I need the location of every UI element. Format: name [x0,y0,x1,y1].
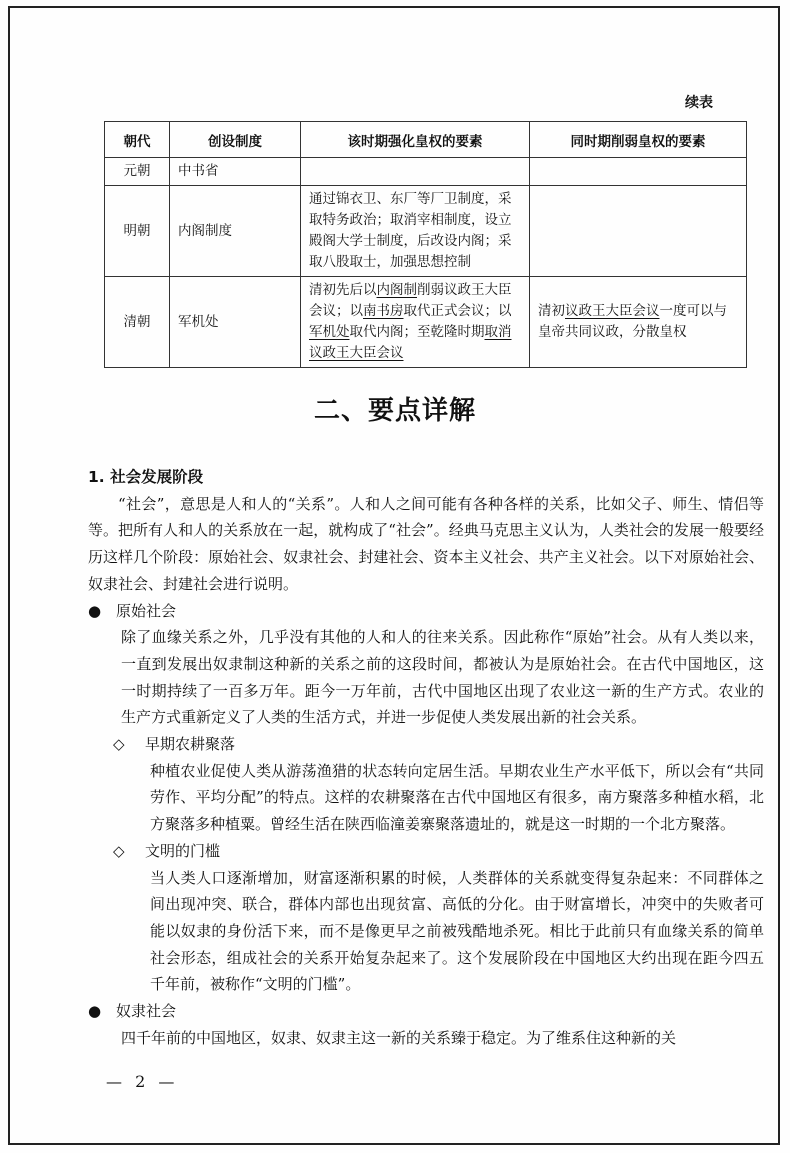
main-content [88,464,764,1051]
bullet-icon: ● [88,601,102,620]
table-row [105,277,747,368]
cell-dynasty: 元朝 [105,158,170,186]
heading-social-stages: 1. 社会发展阶段 [88,468,204,486]
threshold-title: 文明的门槛 [145,841,221,860]
cell-strengthen: 通过锦衣卫、东厂等厂卫制度，采取特务政治；取消宰相制度，设立殿阁大学士制度，后改设内阁；采取八股取士，加强思想控制 [301,186,530,277]
header-weaken: 同时期削弱皇权的要素 [530,122,747,158]
cell-dynasty: 明朝 [105,186,170,277]
early-farming-title: 早期农耕聚落 [145,735,236,754]
diamond-icon: ◇ [113,735,125,754]
cell-strengthen [301,158,530,186]
diamond-icon: ◇ [113,841,125,860]
cell-institution: 内阁制度 [170,186,301,277]
section-title: 二、要点详解 [313,396,476,426]
slave-title-line [88,998,764,1025]
continued-label: 续表 [685,95,713,111]
cell-weaken [530,186,747,277]
table-row [105,186,747,277]
primitive-title-line [88,598,764,625]
sub-civilization-threshold [113,838,764,998]
page-number: — 2 — [106,1072,179,1091]
cell-strengthen [301,277,530,368]
cell-weaken [530,158,747,186]
table-row [105,158,747,186]
dynasty-table [104,121,747,368]
bullet-icon: ● [88,1002,102,1021]
early-farming-text: 种植农业促使人类从游荡渔猎的状态转向定居生活。早期农业生产水平低下，所以会有“共同劳作、平均分配”的特点。这样的农耕聚落在古代中国地区有很多，南方聚落多种植水稻，北方聚落多种植粟。曾经生活在陕西临潼姜寨聚落遗址的，就是这一时期的一个北方聚落。 [150,761,764,834]
underlined-term: 军机处 [309,324,350,340]
text-run: 取代正式会议；以 [403,303,512,319]
sub-early-farming [113,731,764,838]
slave-title: 奴隶社会 [116,1002,177,1021]
primitive-text: 除了血缘关系之外，几乎没有其他的人和人的往来关系。因此称作“原始”社会。从有人类以来，一直到发展出奴隶制这种新的关系之前的这段时间，都被认为是原始社会。在古代中国地区，这一时期持续了一百多万年。距今一万年前，古代中国地区出现了农业这一新的生产方式。农业的生产方式重新定义了人类的生活方式，并进一步促使人类发展出新的社会关系。 [121,628,764,727]
text-run: 削弱议政王大臣会议；以 [309,282,512,319]
header-institution: 创设制度 [170,122,301,158]
header-strengthen: 该时期强化皇权的要素 [301,122,530,158]
underlined-term: 取消议政王大臣会议 [309,324,512,361]
cell-weaken [530,277,747,368]
threshold-text: 当人类人口逐渐增加，财富逐渐积累的时候，人类群体的关系就变得复杂起来：不同群体之间出现冲突、联合，群体内部也出现贫富、高低的分化。由于财富增长，冲突中的失败者可能以奴隶的身份活下来，而不是像更早之前被残酷地杀死。相比于此前只有血缘关系的简单社会形态，组成社会的关系开始复杂起来了。这个发展阶段在中国地区大约出现在距今四五千年前，被称作“文明的门槛”。 [150,868,764,994]
header-dynasty: 朝代 [105,122,170,158]
cell-institution: 军机处 [170,277,301,368]
threshold-title-line [113,838,764,865]
text-run: 一度可以与皇帝共同议政，分散皇权 [538,303,727,340]
early-farming-title-line [113,731,764,758]
intro-paragraph: “社会”，意思是人和人的“关系”。人和人之间可能有各种各样的关系，比如父子、师生、情侣等等。把所有人和人的关系放在一起，就构成了“社会”。经典马克思主义认为，人类社会的发展一般要经历这样几个阶段：原始社会、奴隶社会、封建社会、资本主义社会、共产主义社会。以下对原始社会、奴隶社会、封建社会进行说明。 [88,494,764,593]
underlined-term: 内阁制 [376,282,417,298]
table-header-row [105,122,747,158]
text-run: 清初先后以 [309,282,377,298]
underlined-term: 议政王大臣会议 [565,303,660,319]
cell-dynasty: 清朝 [105,277,170,368]
cell-institution: 中书省 [170,158,301,186]
underlined-term: 南书房 [363,303,404,319]
slave-text: 四千年前的中国地区，奴隶、奴隶主这一新的关系臻于稳定。为了维系住这种新的关 [121,1028,677,1047]
section-primitive [88,598,764,1052]
primitive-title: 原始社会 [116,601,177,620]
text-run: 取代内阁；至乾隆时期 [349,324,485,340]
text-run: 清初 [538,303,565,319]
